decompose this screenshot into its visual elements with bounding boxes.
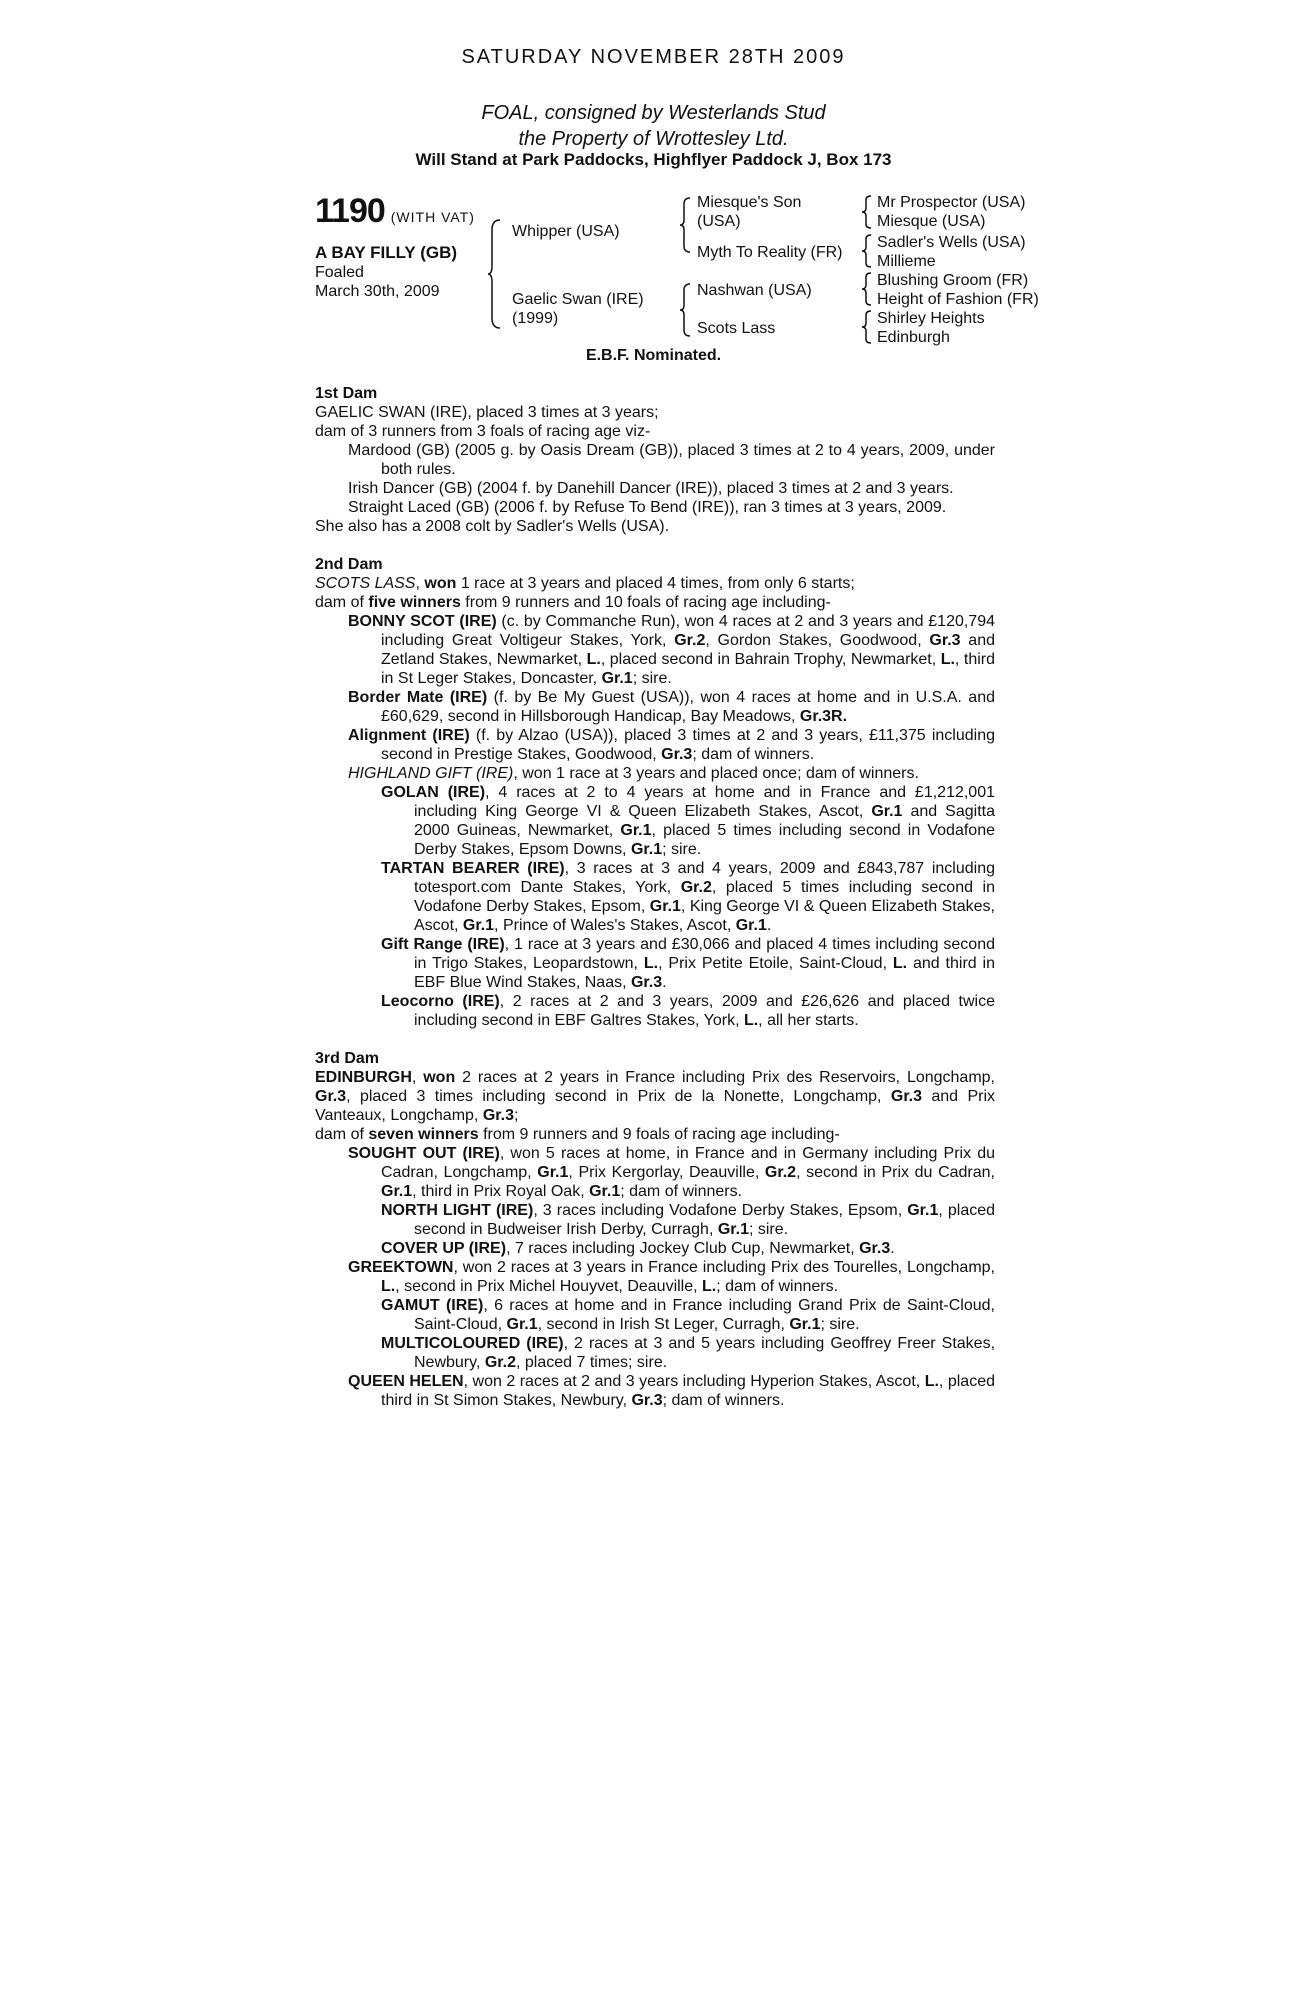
text-fragment: Gr.1 (907, 1202, 939, 1219)
text-fragment: , King George VI & Queen Elizabeth Stakes, Ascot, (414, 898, 995, 934)
grandproduce-entry (315, 1201, 995, 1239)
dam-name: EDINBURGH (315, 1069, 412, 1086)
text-fragment: , Gordon Stakes, Goodwood, (705, 632, 930, 649)
horse-name: Gift Range (IRE) (381, 936, 505, 953)
consignor-block (0, 100, 1307, 152)
text-fragment: , 1 race at 3 years and £30,066 and placed 4 times including second in Trigo Stakes, Leopardstown, (414, 936, 996, 972)
text-fragment: , second in Irish St Leger, Curragh, (537, 1316, 790, 1333)
text-fragment: L. (702, 1278, 717, 1295)
horse-name: QUEEN HELEN (348, 1373, 464, 1390)
pedigree-brace-ss (862, 194, 872, 230)
lot-number-block (315, 192, 475, 231)
stand-location: Will Stand at Park Paddocks, Highflyer Paddock J, Box 173 (415, 150, 892, 169)
produce-entry (315, 1144, 995, 1201)
pedigree-brace-sire (680, 196, 692, 254)
text-fragment: , all her starts. (758, 1012, 859, 1029)
dam-sire: Nashwan (USA) (697, 282, 812, 299)
produce-entry (315, 726, 995, 764)
text-fragment: , placed 3 times including second in Prix de la Nonette, Longchamp, (346, 1088, 891, 1105)
dd-dam: Edinburgh (877, 329, 950, 346)
text-fragment: , won 5 races at home, in France and in Germany including Prix du Cadran, Longchamp, (381, 1145, 996, 1181)
text-fragment: dam of (315, 1126, 369, 1143)
pedigree-brace-sd (862, 233, 872, 269)
text-fragment: Gr.1 (630, 841, 663, 858)
ds-dam: Height of Fashion (FR) (877, 291, 1039, 308)
text-fragment: Gr.1 (871, 803, 903, 820)
pedigree-brace-main (488, 218, 502, 330)
first-dam-also-line: She also has a 2008 colt by Sadler's Wells (USA). (315, 518, 670, 535)
text-fragment: . (662, 974, 667, 991)
sire-sire-line1: Miesque's Son (697, 194, 802, 211)
winners-count: five winners (368, 594, 461, 611)
text-fragment: Gr.1 (789, 1316, 821, 1333)
text-fragment: Gr.2 (764, 1164, 797, 1181)
owner-line: the Property of Wrottesley Ltd. (518, 128, 789, 150)
lot-number: 1190 (315, 192, 385, 230)
text-fragment: , won 1 race at 3 years and placed once; dam of winners. (513, 765, 919, 782)
text-fragment: , placed third in St Simon Stakes, Newbury, (381, 1373, 995, 1409)
text-fragment: . (890, 1240, 895, 1257)
text-fragment: , placed 7 times; sire. (515, 1354, 668, 1371)
text-fragment: L. (586, 651, 601, 668)
ss-sire: Mr Prospector (USA) (877, 194, 1026, 211)
horse-name: GOLAN (IRE) (381, 784, 486, 801)
text-fragment: L. (924, 1373, 939, 1390)
text-fragment: ; dam of winners. (692, 746, 815, 763)
text-fragment: , third in Prix Royal Oak, (412, 1183, 590, 1200)
dam-year: (1999) (512, 310, 559, 327)
text-fragment: Gr.2 (680, 879, 712, 896)
horse-name: SOUGHT OUT (IRE) (348, 1145, 500, 1162)
horse-name: GREEKTOWN (348, 1259, 454, 1276)
sale-date: SATURDAY NOVEMBER 28TH 2009 (461, 46, 846, 68)
dd-sire: Shirley Heights (877, 310, 985, 327)
text-fragment: Gr.2 (484, 1354, 516, 1371)
horse-name: NORTH LIGHT (IRE) (381, 1202, 534, 1219)
text-fragment: , second in Prix du Cadran, (796, 1164, 995, 1181)
text-fragment: L. (940, 651, 955, 668)
grandproduce-entry (315, 1334, 995, 1372)
produce-entry (315, 1258, 995, 1296)
text-fragment: L. (892, 955, 908, 972)
third-dam-produce-line (315, 1125, 995, 1144)
pedigree-brace-ds (862, 271, 872, 307)
third-dam-heading: 3rd Dam (315, 1050, 380, 1067)
text-fragment: , Prix Kergorlay, Deauville, (568, 1164, 765, 1181)
dam-name: Gaelic Swan (IRE) (512, 291, 644, 308)
sire-dam: Myth To Reality (FR) (697, 244, 843, 261)
text-fragment: , placed second in Bahrain Trophy, Newmarket, (600, 651, 941, 668)
text-fragment: L. (643, 955, 659, 972)
text-fragment: , placed 5 times including second in Vodafone Derby Stakes, Epsom, (414, 879, 995, 915)
text-fragment: Gr.1 (735, 917, 767, 934)
text-fragment: Gr.1 (462, 917, 495, 934)
text-fragment: Gr.3 (661, 746, 693, 763)
text-fragment: Gr.3R. (799, 708, 848, 725)
horse-name: Border Mate (IRE) (348, 689, 488, 706)
text-fragment: Gr.1 (537, 1164, 569, 1181)
text-fragment: Gr.1 (717, 1221, 749, 1238)
grandproduce-entry (315, 1296, 995, 1334)
section-spacer (315, 1030, 995, 1049)
text-fragment: from 9 runners and 10 foals of racing age including- (460, 594, 831, 611)
text-fragment: Gr.3 (630, 974, 663, 991)
text-fragment: , won 2 races at 3 years in France including Prix des Tourelles, Longchamp, (453, 1259, 995, 1276)
second-dam-line: SCOTS LASS, won 1 race at 3 years and placed 4 times, from only 6 starts; (315, 575, 855, 592)
ss-dam: Miesque (USA) (877, 213, 986, 230)
text-fragment: . (766, 917, 772, 934)
text-fragment: 2 races at 2 years in France including Prix des Reservoirs, Longchamp, (455, 1069, 996, 1086)
text-fragment: Gr.3 (315, 1088, 347, 1105)
sire-sire-line2: (USA) (697, 213, 741, 230)
text-fragment: and third in EBF Blue Wind Stakes, Naas, (414, 955, 996, 991)
first-dam-line: GAELIC SWAN (IRE), placed 3 times at 3 years; (315, 404, 659, 421)
text-fragment: ; dam of winners. (716, 1278, 839, 1295)
horse-name: COVER UP (IRE) (381, 1240, 507, 1257)
horse-name: MULTICOLOURED (IRE) (381, 1335, 564, 1352)
text-fragment: , 4 races at 2 to 4 years at home and in France and £1,212,001 including King George VI & Queen Elizabeth Stakes, Ascot, (414, 784, 996, 820)
text-fragment: Gr.1 (620, 822, 652, 839)
text-fragment: (f. by Be My Guest (USA)), won 4 races at home and in U.S.A. and £60,629, second in Hillsborough Handicap, Bay Meadows, (381, 689, 996, 725)
sire: Whipper (USA) (512, 223, 620, 240)
grandproduce-entry (315, 859, 995, 935)
won-label: won (424, 575, 457, 592)
text-fragment: ; sire. (662, 841, 702, 858)
text-fragment: from 9 runners and 9 foals of racing age including- (478, 1126, 840, 1143)
produce-entry (315, 1372, 995, 1410)
dam (512, 290, 644, 328)
text-fragment: , second in Prix Michel Houyvet, Deauville, (395, 1278, 703, 1295)
text-fragment: , 3 races including Vodafone Derby Stakes, Epsom, (533, 1202, 908, 1219)
text-fragment: Gr.1 (589, 1183, 621, 1200)
text-fragment: ; sire. (748, 1221, 789, 1238)
sire-sire (697, 193, 801, 231)
second-dam-produce-line (315, 593, 995, 612)
horse-name: BONNY SCOT (IRE) (348, 613, 497, 630)
pedigree-brace-dam (680, 282, 692, 338)
text-fragment: Gr.1 (506, 1316, 538, 1333)
grandproduce-entry (315, 992, 995, 1030)
text-fragment: ; sire. (632, 670, 672, 687)
text-fragment: L. (743, 1012, 759, 1029)
catalogue-body (315, 384, 995, 1410)
text-fragment: (f. by Alzao (USA)), placed 3 times at 2 and 3 years, £11,375 including second in Prestige Stakes, Goodwood, (381, 727, 995, 763)
produce-entry (315, 612, 995, 688)
text-fragment: Gr.3 (859, 1240, 891, 1257)
text-fragment: , 7 races including Jockey Club Cup, Newmarket, (506, 1240, 860, 1257)
text-fragment: , third in St Leger Stakes, Doncaster, (381, 651, 995, 687)
text-fragment: Gr.3 (890, 1088, 923, 1105)
text-fragment: , 6 races at home and in France including Grand Prix de Saint-Cloud, Saint-Cloud, (414, 1297, 995, 1333)
ebf-nominated: E.B.F. Nominated. (585, 347, 722, 364)
first-dam-produce-line: dam of 3 runners from 3 foals of racing age viz- (315, 423, 651, 440)
produce-entry (315, 688, 995, 726)
horse-name: GAMUT (IRE) (381, 1297, 484, 1314)
text-fragment: Gr.3 (929, 632, 961, 649)
sd-sire: Sadler's Wells (USA) (877, 234, 1026, 251)
grandproduce-entry (315, 1239, 995, 1258)
text-fragment: and Prix Vanteaux, Longchamp, (315, 1088, 996, 1124)
text-fragment: , won 2 races at 2 and 3 years including Hyperion Stakes, Ascot, (463, 1373, 925, 1390)
text-fragment: won (423, 1069, 456, 1086)
pedigree-brace-dd (862, 309, 872, 345)
dam-dam: Scots Lass (697, 320, 776, 337)
consignor-line: FOAL, consigned by Westerlands Stud (481, 102, 826, 124)
first-dam-heading: 1st Dam (315, 385, 378, 402)
horse-name: A BAY FILLY (GB) (315, 243, 458, 262)
winners-count: seven winners (368, 1126, 479, 1143)
text-fragment: ; sire. (820, 1316, 860, 1333)
third-dam-line: EDINBURGH, won 2 races at 2 years in France including Prix des Reservoirs, Longchamp, Gr.3, placed 3 times including second in Prix de la Nonette, Longchamp, Gr.3 and Prix Vanteaux, Longchamp, Gr.3; (315, 1069, 996, 1124)
produce-entry: Straight Laced (GB) (2006 f. by Refuse To Bend (IRE)), ran 3 times at 3 years, 2009. (348, 499, 947, 516)
horse-name: HIGHLAND GIFT (IRE) (348, 765, 514, 782)
sd-dam: Millieme (877, 253, 936, 270)
text-fragment: Gr.1 (601, 670, 633, 687)
section-spacer (315, 536, 995, 555)
text-fragment: (c. by Commanche Run), won 4 races at 2 and 3 years and £120,794 including Great Voltigeur Stakes, York, (381, 613, 996, 649)
text-fragment: , placed second in Budweiser Irish Derby, Curragh, (414, 1202, 996, 1238)
foaled-label: Foaled (315, 264, 364, 281)
text-fragment: and Zetland Stakes, Newmarket, (381, 632, 996, 668)
text-fragment: 1 race at 3 years and placed 4 times, from only 6 starts; (456, 575, 855, 592)
text-fragment: ; (513, 1107, 519, 1124)
text-fragment: L. (381, 1278, 396, 1295)
ds-sire: Blushing Groom (FR) (877, 272, 1029, 289)
text-fragment: , Prince of Wales's Stakes, Ascot, (494, 917, 736, 934)
text-fragment: ; dam of winners. (662, 1392, 785, 1409)
text-fragment: and Sagitta 2000 Guineas, Newmarket, (414, 803, 995, 839)
produce-entry (315, 764, 995, 783)
produce-entry: Mardood (GB) (2005 g. by Oasis Dream (GB)), placed 3 times at 2 to 4 years, 2009, under both rules. (348, 442, 995, 478)
text-fragment: dam of (315, 594, 369, 611)
text-fragment: , placed 5 times including second in Vodafone Derby Stakes, Epsom Downs, (414, 822, 995, 858)
foaled-info (315, 263, 440, 301)
text-fragment: Gr.2 (674, 632, 706, 649)
grandproduce-entry (315, 783, 995, 859)
text-fragment: , 2 races at 2 and 3 years, 2009 and £26,626 and placed twice including second in EBF Galtres Stakes, York, (414, 993, 995, 1029)
text-fragment: ; dam of winners. (620, 1183, 743, 1200)
foaled-date: March 30th, 2009 (315, 283, 440, 300)
grandproduce-entry (315, 935, 995, 992)
text-fragment: Gr.1 (381, 1183, 413, 1200)
horse-name: Leocorno (IRE) (381, 993, 500, 1010)
dam-name: SCOTS LASS (315, 575, 416, 592)
text-fragment: , Prix Petite Etoile, Saint-Cloud, (658, 955, 893, 972)
text-fragment: Gr.1 (649, 898, 681, 915)
vat-note: (WITH VAT) (390, 209, 475, 225)
horse-name: TARTAN BEARER (IRE) (381, 860, 565, 877)
second-dam-heading: 2nd Dam (315, 556, 383, 573)
produce-entry: Irish Dancer (GB) (2004 f. by Danehill Dancer (IRE)), placed 3 times at 2 and 3 years. (348, 480, 954, 497)
text-fragment: , 2 races at 3 and 5 years including Geoffrey Freer Stakes, Newbury, (414, 1335, 996, 1371)
text-fragment: Gr.3 (482, 1107, 514, 1124)
text-fragment: Gr.3 (631, 1392, 663, 1409)
horse-name: Alignment (IRE) (348, 727, 470, 744)
text-fragment: , 3 races at 3 and 4 years, 2009 and £843,787 including totesport.com Dante Stakes, York, (414, 860, 996, 896)
